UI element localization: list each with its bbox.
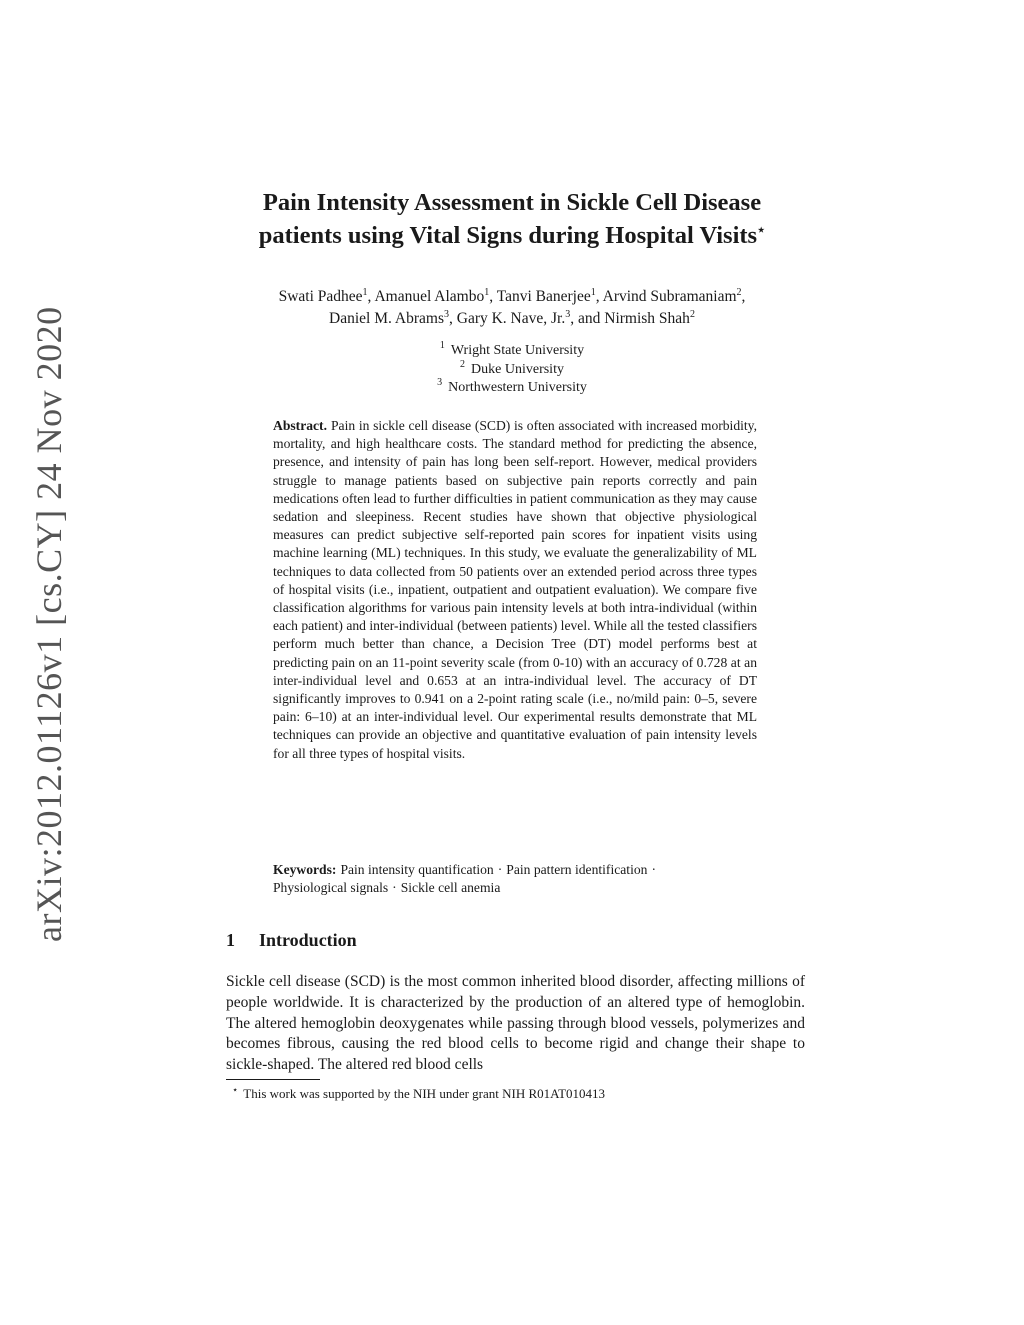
footnote-text: This work was supported by the NIH under grant NIH R01AT010413 bbox=[243, 1086, 606, 1101]
section-title: Introduction bbox=[259, 930, 357, 950]
author: Arvind Subramaniam$^2$, bbox=[602, 286, 746, 305]
affiliation: $^2$ Duke University bbox=[460, 358, 564, 377]
section-number: 1 bbox=[226, 930, 235, 950]
keyword: Pain intensity quantification bbox=[340, 862, 494, 877]
author: Swati Padhee$^1$, bbox=[278, 286, 375, 305]
arxiv-identifier: arXiv:2012.01126v1 [cs.CY] 24 Nov 2020 bbox=[29, 306, 69, 942]
paper-title bbox=[200, 186, 824, 252]
title-footnote-marker: ⋆ bbox=[757, 221, 766, 237]
author: Daniel M. Abrams$^3$, bbox=[329, 308, 457, 327]
abstract-label: Abstract. bbox=[273, 418, 327, 433]
abstract-text: Pain in sickle cell disease (SCD) is often associated with increased morbidity, mortality, and high healthcare costs. The standard method for predicting the absence, presence, and intensity of pain has long been self-report. However, medical providers struggle to manage patients based on subjective pain reports correctly and pain medications often lead to further difficulties in patient communication as they may cause sedation and sleepiness. Recent studies have shown that objective physiological measures can predict subjective self-reported pain scores for inpatient visits using machine learning (ML) techniques. In this study, we evaluate the generalizability of ML techniques to data collected from 50 patients over an extended period across three types of hospital visits (i.e., inpatient, outpatient and outpatient evaluation). We compare five classification algorithms for various pain intensity levels at both intra-individual (within each patient) and inter-individual (between patients) level. While all the tested classifiers perform much better than chance, a Decision Tree (DT) model performs best at predicting pain on an 11-point severity scale (from 0-10) with an accuracy of 0.728 at an inter-individual level and 0.653 at an intra-individual level. The accuracy of DT significantly improves to 0.941 on a 2-point rating scale (i.e., no/mild pain: 0–5, severe pain: 6–10) at an inter-individual level. Our experimental results demonstrate that ML techniques can provide an objective and quantitative evaluation of pain intensity levels for all three types of hospital visits. bbox=[273, 418, 757, 761]
introduction-paragraph: Sickle cell disease (SCD) is the most common inherited blood disorder, affecting millions of people worldwide. It is characterized by the production of an altered type of hemoglobin. The altered hemoglobin deoxygenates while passing through blood vessels, polymerizes and becomes fibrous, causing the red blood cells to become rigid and change their shape to sickle-shaped. The altered red blood cells bbox=[226, 973, 805, 1074]
author: Gary K. Nave, Jr.$^3$, and bbox=[456, 308, 605, 327]
keywords bbox=[273, 861, 757, 897]
author: Tanvi Banerjee$^1$, bbox=[496, 286, 603, 305]
author-list bbox=[200, 286, 824, 330]
keyword: Physiological signals bbox=[273, 880, 389, 896]
keyword: Sickle cell anemia bbox=[400, 880, 501, 896]
affiliation: $^1$ Wright State University bbox=[439, 340, 585, 358]
keyword-separator: · bbox=[392, 880, 397, 896]
footnote-marker: ⋆ bbox=[232, 1084, 239, 1096]
author: Amanuel Alambo$^1$, bbox=[374, 286, 497, 305]
footnote-divider bbox=[226, 1079, 320, 1080]
keyword-separator: · bbox=[651, 862, 656, 877]
section-heading bbox=[226, 928, 357, 952]
keyword: Pain pattern identification bbox=[506, 862, 648, 877]
affiliation: $^3$ Northwestern University bbox=[437, 377, 587, 395]
author: Nirmish Shah$^2$ bbox=[604, 308, 695, 327]
keyword-separator: · bbox=[497, 862, 503, 877]
title-line-2: patients using Vital Signs during Hospital Visits bbox=[258, 222, 758, 249]
title-line-1: Pain Intensity Assessment in Sickle Cell Disease bbox=[262, 189, 762, 216]
keywords-label: Keywords: bbox=[273, 862, 337, 877]
abstract bbox=[273, 417, 757, 763]
affiliation-list bbox=[200, 342, 824, 398]
footnote bbox=[232, 1085, 792, 1102]
